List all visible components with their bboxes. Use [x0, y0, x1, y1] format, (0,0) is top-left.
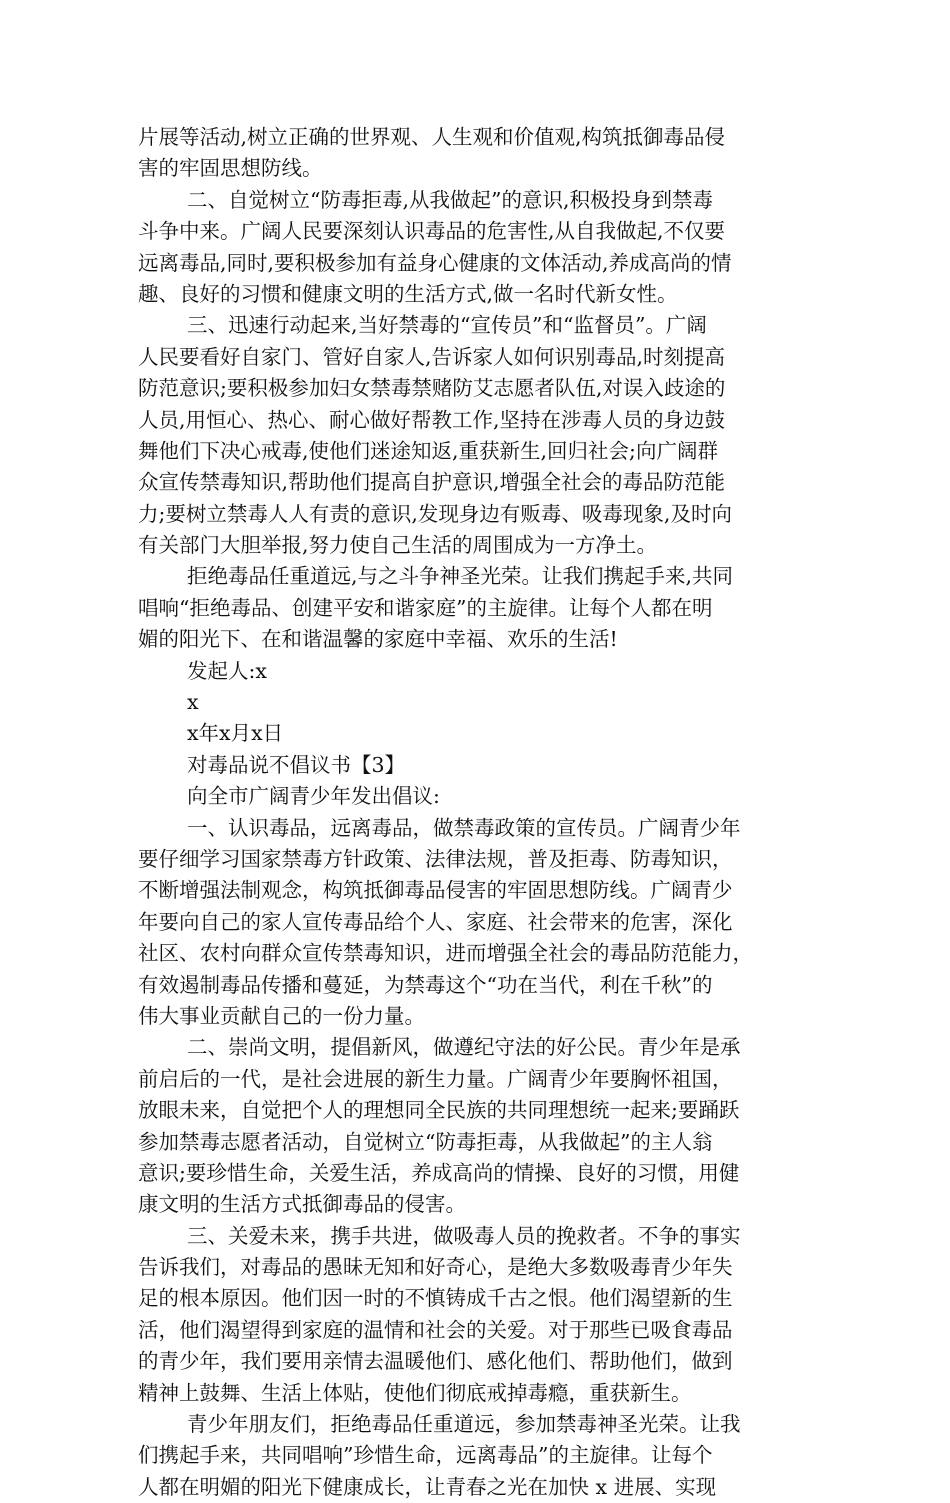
- text-line: 力;要树立禁毒人人有责的意识,发现身边有贩毒、吸毒现象,及时向: [138, 501, 732, 526]
- text-line: 要仔细学习国家禁毒方针政策、法律法规，普及拒毒、防毒知识，: [138, 846, 733, 871]
- text-line: 人民要看好自家门、管好自家人,告诉家人如何识别毒品,时刻提高: [138, 344, 726, 369]
- text-line: 足的根本原因。他们因一时的不慎铸成千古之恨。他们渴望新的生: [138, 1286, 733, 1311]
- text-line: 有效遏制毒品传播和蔓延，为禁毒这个“功在当代，利在千秋”的: [138, 972, 713, 997]
- text-line: 活，他们渴望得到家庭的温情和社会的关爱。对于那些已吸食毒品: [138, 1317, 733, 1342]
- text-line: 三、迅速行动起来,当好禁毒的“宣传员”和“监督员”。广阔: [187, 313, 707, 338]
- text-line: 精神上鼓舞、生活上体贴，使他们彻底戒掉毒瘾，重获新生。: [138, 1380, 692, 1405]
- text-line: 唱响“拒绝毒品、创建平安和谐家庭”的主旋律。让每个人都在明: [138, 595, 713, 620]
- text-line: 年要向自己的家人宣传毒品给个人、家庭、社会带来的危害，深化: [138, 909, 733, 934]
- text-line: 意识;要珍惜生命，关爱生活，养成高尚的情操、良好的习惯，用健: [138, 1160, 740, 1185]
- text-line: 对毒品说不倡议书【3】: [187, 752, 406, 777]
- text-line: 前启后的一代，是社会进展的新生力量。广阔青少年要胸怀祖国，: [138, 1066, 733, 1091]
- text-line: 康文明的生活方式抵御毒品的侵害。: [138, 1192, 466, 1217]
- text-line: 伟大事业贡献自己的一份力量。: [138, 1003, 425, 1028]
- text-line: 片展等活动,树立正确的世界观、人生观和价值观,构筑抵御毒品侵: [138, 125, 726, 149]
- text-line: 拒绝毒品任重道远,与之斗争神圣光荣。让我们携起手来,共同: [187, 564, 734, 589]
- text-line: 远离毒品,同时,要积极参加有益身心健康的文体活动,养成高尚的情: [138, 250, 732, 275]
- text-line: 有关部门大胆举报,努力使自己生活的周围成为一方净土。: [138, 533, 658, 558]
- text-line: 放眼未来，自觉把个人的理想同全民族的共同理想统一起来;要踊跃: [138, 1098, 740, 1123]
- text-line: 斗争中来。广阔人民要深刻认识毒品的危害性,从自我做起,不仅要: [138, 219, 726, 244]
- text-line: 人都在明媚的阳光下健康成长，让青春之光在加快 x 进展、实现: [138, 1474, 717, 1499]
- text-line: 舞他们下决心戒毒,使他们迷途知返,重获新生,回归社会;向广阔群: [138, 438, 718, 463]
- text-line: 发起人:x: [187, 658, 267, 683]
- text-line: 人员,用恒心、热心、耐心做好帮教工作,坚持在涉毒人员的身边鼓: [138, 407, 726, 432]
- text-line: 告诉我们，对毒品的愚昧无知和好奇心，是绝大多数吸毒青少年失: [138, 1255, 733, 1280]
- text-line: x: [187, 690, 199, 715]
- text-line: 青少年朋友们，拒绝毒品任重道远，参加禁毒神圣光荣。让我: [187, 1412, 741, 1437]
- text-line: 参加禁毒志愿者活动，自觉树立“防毒拒毒，从我做起”的主人翁: [138, 1129, 713, 1154]
- text-line: 社区、农村向群众宣传禁毒知识，进而增强全社会的毒品防范能力，: [138, 941, 753, 966]
- text-line: x年x月x日: [187, 721, 284, 746]
- text-line: 众宣传禁毒知识,帮助他们提高自护意识,增强全社会的毒品防范能: [138, 470, 726, 495]
- text-line: 防范意识;要积极参加妇女禁毒禁赌防艾志愿者队伍,对误入歧途的: [138, 376, 726, 401]
- text-line: 们携起手来，共同唱响”珍惜生命，远离毒品”的主旋律。让每个: [138, 1443, 713, 1468]
- document-body: [138, 122, 820, 1503]
- text-line: 趣、良好的习惯和健康文明的生活方式,做一名时代新女性。: [138, 281, 678, 306]
- text-line: 二、自觉树立“防毒拒毒,从我做起”的意识,积极投身到禁毒: [187, 187, 713, 212]
- text-line: 媚的阳光下、在和谐温馨的家庭中幸福、欢乐的生活!: [138, 627, 618, 652]
- text-line: 的青少年，我们要用亲情去温暖他们、感化他们、帮助他们，做到: [138, 1349, 733, 1374]
- text-line: 向全市广阔青少年发出倡议:: [187, 784, 440, 809]
- text-line: 三、关爱未来，携手共进，做吸毒人员的挽救者。不争的事实: [187, 1223, 741, 1248]
- text-line: 不断增强法制观念，构筑抵御毒品侵害的牢固思想防线。广阔青少: [138, 878, 733, 903]
- text-line: 害的牢固思想防线。: [138, 156, 323, 181]
- text-line: 一、认识毒品，远离毒品，做禁毒政策的宣传员。广阔青少年: [187, 815, 741, 840]
- text-line: 二、崇尚文明，提倡新风，做遵纪守法的好公民。青少年是承: [187, 1035, 741, 1060]
